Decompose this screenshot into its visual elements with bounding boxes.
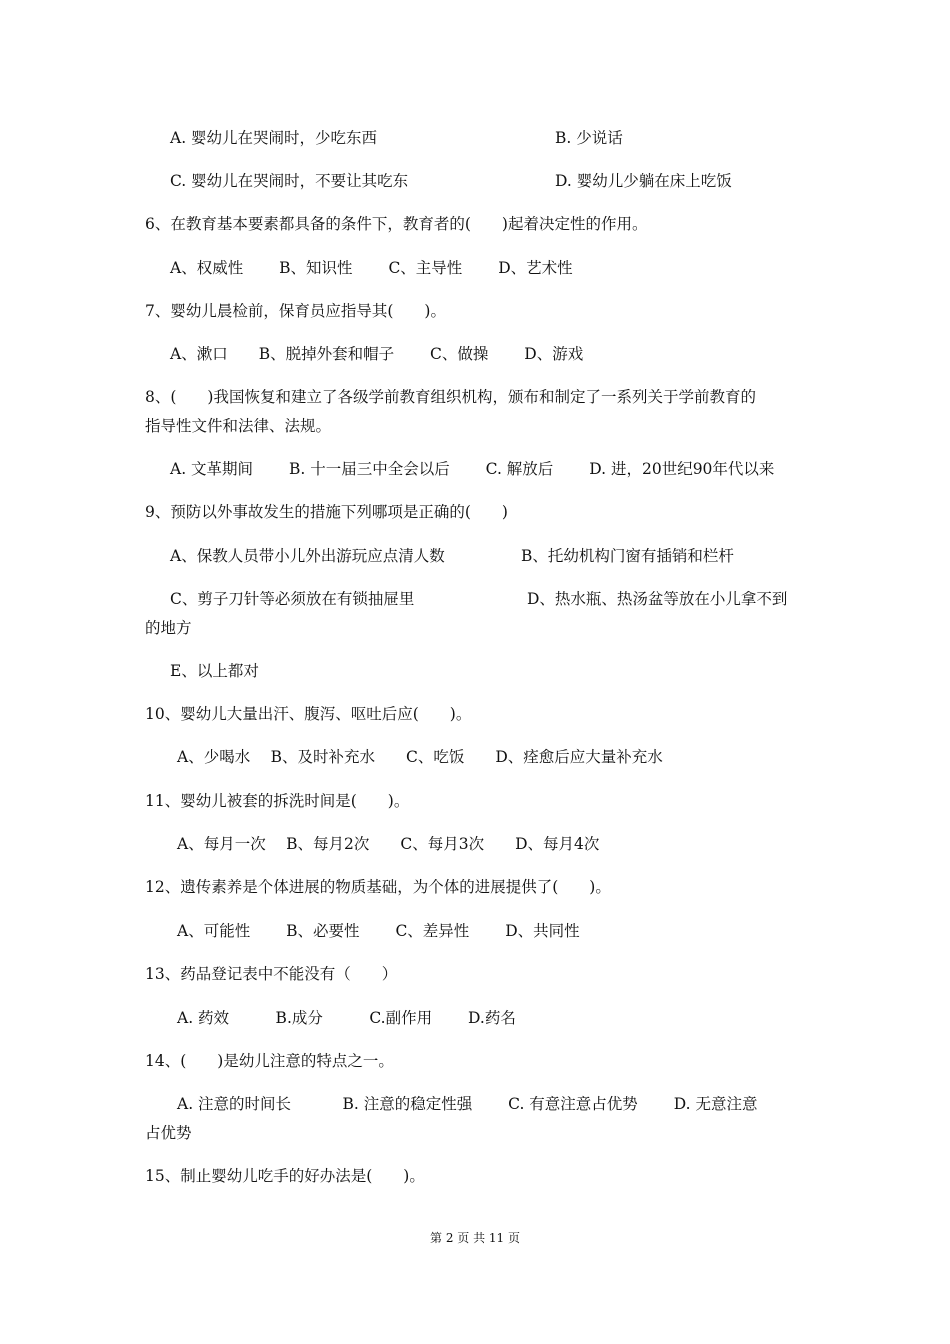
q11-options: A、每月一次 B、每月2次 C、每月3次 D、每月4次	[177, 835, 600, 853]
q13-question: 13、药品登记表中不能没有（ ）	[145, 965, 398, 983]
q8-options: A. 文革期间 B. 十一届三中全会以后 C. 解放后 D. 进，20世纪90年代以来	[170, 460, 775, 478]
q9-option-d-line2: 的地方	[145, 619, 192, 637]
q15-question: 15、制止婴幼儿吃手的好办法是( )。	[145, 1167, 425, 1185]
q5-option-a: A. 婴幼儿在哭闹时，少吃东西	[170, 129, 378, 147]
q10-question: 10、婴幼儿大量出汗、腹泻、呕吐后应( )。	[145, 705, 472, 723]
q7-question: 7、婴幼儿晨检前，保育员应指导其( )。	[145, 302, 446, 320]
q14-options-line1: A. 注意的时间长 B. 注意的稳定性强 C. 有意注意占优势 D. 无意注意	[177, 1095, 758, 1113]
q9-option-e: E、以上都对	[170, 662, 259, 680]
q14-options-line2: 占优势	[145, 1124, 192, 1142]
q8-question-line2: 指导性文件和法律、法规。	[145, 417, 332, 435]
q9-option-d-line1: D、热水瓶、热汤盆等放在小儿拿不到	[527, 590, 788, 608]
q13-options: A. 药效 B.成分 C.副作用 D.药名	[177, 1009, 516, 1027]
q10-options: A、少喝水 B、及时补充水 C、吃饭 D、痊愈后应大量补充水	[177, 748, 663, 766]
q6-options: A、权威性 B、知识性 C、主导性 D、艺术性	[170, 259, 573, 277]
q7-options: A、漱口 B、脱掉外套和帽子 C、做操 D、游戏	[170, 345, 584, 363]
q12-options: A、可能性 B、必要性 C、差异性 D、共同性	[177, 922, 580, 940]
q11-question: 11、婴幼儿被套的拆洗时间是( )。	[145, 792, 410, 810]
q12-question: 12、遗传素养是个体进展的物质基础，为个体的进展提供了( )。	[145, 878, 611, 896]
q6-question: 6、在教育基本要素都具备的条件下，教育者的( )起着决定性的作用。	[145, 215, 648, 233]
page-footer: 第 2 页 共 11 页	[430, 1231, 520, 1245]
q5-option-d: D. 婴幼儿少躺在床上吃饭	[555, 172, 732, 190]
q5-option-b: B. 少说话	[555, 129, 623, 147]
q8-question-line1: 8、( )我国恢复和建立了各级学前教育组织机构，颁布和制定了一系列关于学前教育的	[145, 388, 756, 406]
q14-question: 14、( )是幼儿注意的特点之一。	[145, 1052, 394, 1070]
q9-option-c: C、剪子刀针等必须放在有锁抽屉里	[170, 590, 415, 608]
q9-question: 9、预防以外事故发生的措施下列哪项是正确的( )	[145, 503, 508, 521]
q5-option-c: C. 婴幼儿在哭闹时，不要让其吃东	[170, 172, 409, 190]
q9-option-a: A、保教人员带小儿外出游玩应点清人数	[170, 547, 445, 565]
q9-option-b: B、托幼机构门窗有插销和栏杆	[521, 547, 734, 565]
